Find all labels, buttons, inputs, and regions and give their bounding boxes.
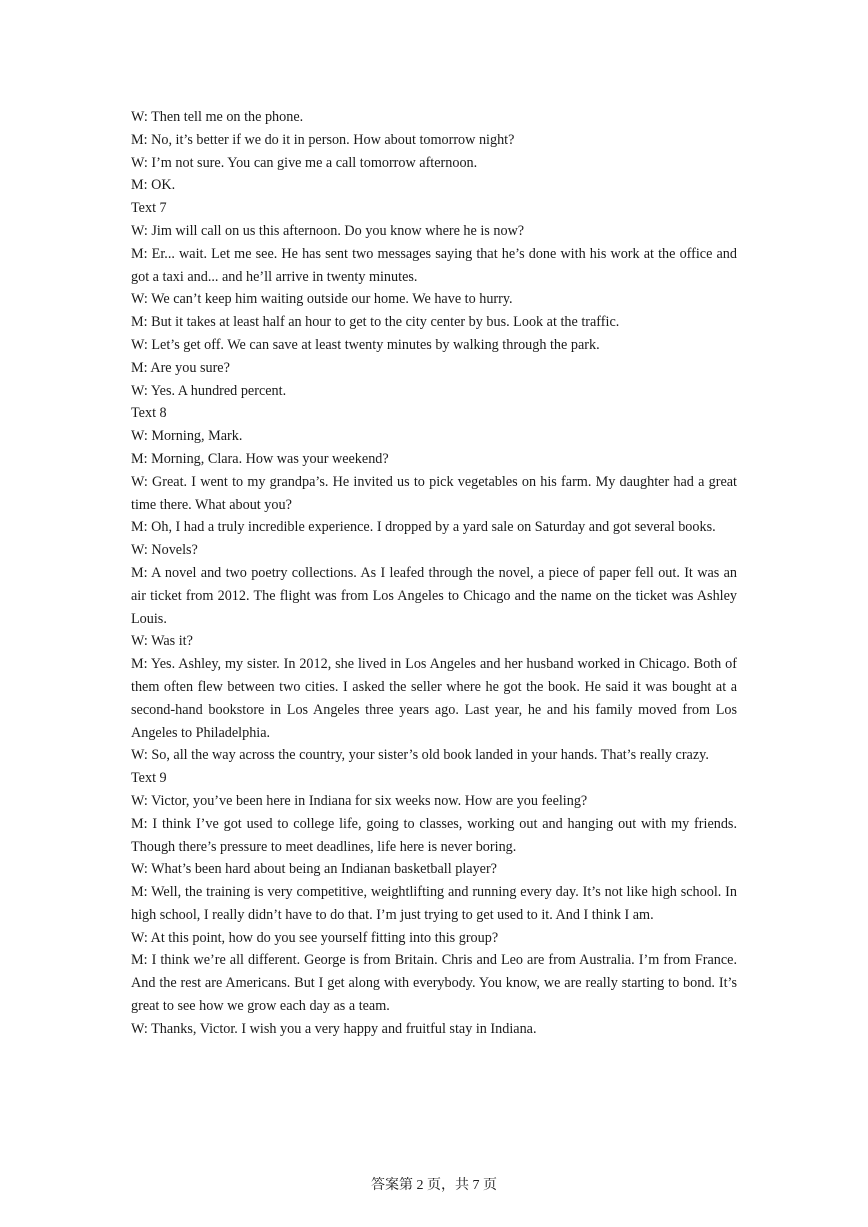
dialogue-line: M: Are you sure? bbox=[131, 359, 230, 376]
dialogue-line: W: Thanks, Victor. I wish you a very happy and fruitful stay in Indiana. bbox=[131, 1020, 537, 1037]
dialogue-line: W: Jim will call on us this afternoon. Do you know where he is now? bbox=[131, 222, 525, 239]
dialogue-line: M: A novel and two poetry collections. As I leafed through the novel, a piece of paper fell out. It was an air ticket from 2012. The flight was from Los Angeles to Chicago and the name on the ticket was Ashley Louis. bbox=[131, 564, 737, 627]
dialogue-line: W: Was it? bbox=[131, 633, 193, 650]
dialogue-line: W: Novels? bbox=[131, 542, 198, 559]
section-heading-text-9: Text 9 bbox=[131, 770, 167, 787]
dialogue-line: M: But it takes at least half an hour to get to the city center by bus. Look at the traffic. bbox=[131, 314, 620, 331]
page-number-footer: 答案第 2 页，共 7 页 bbox=[371, 1178, 497, 1193]
section-heading-text-8: Text 8 bbox=[131, 405, 167, 422]
dialogue-line: M: I think I’ve got used to college life, going to classes, working out and hanging out with my friends. Though there’s pressure to meet deadlines, life here is never boring. bbox=[131, 815, 737, 855]
dialogue-line: M: Er... wait. Let me see. He has sent two messages saying that he’s done with his work at the office and got a taxi and... and he’ll arrive in twenty minutes. bbox=[131, 245, 737, 285]
dialogue-line: M: Oh, I had a truly incredible experience. I dropped by a yard sale on Saturday and got several books. bbox=[131, 519, 716, 536]
dialogue-line: M: Yes. Ashley, my sister. In 2012, she lived in Los Angeles and her husband worked in Chicago. Both of them often flew between two cities. I asked the seller where he got the book. He said it was bought at a second-hand bookstore in Los Angeles three years ago. Last year, he and his family moved from Los Angeles to Philadelphia. bbox=[131, 656, 737, 741]
dialogue-line: M: OK. bbox=[131, 177, 176, 194]
transcript-body bbox=[131, 106, 737, 1041]
dialogue-line: M: No, it’s better if we do it in person. How about tomorrow night? bbox=[131, 131, 515, 148]
dialogue-line: W: We can’t keep him waiting outside our home. We have to hurry. bbox=[131, 291, 513, 308]
dialogue-line: M: Well, the training is very competitive, weightlifting and running every day. It’s not like high school. In high school, I really didn’t have to do that. I’m just trying to get used to it. And I think I am. bbox=[131, 884, 737, 923]
dialogue-line: W: I’m not sure. You can give me a call tomorrow afternoon. bbox=[131, 154, 478, 171]
dialogue-line: W: What’s been hard about being an Indianan basketball player? bbox=[131, 861, 497, 878]
section-heading-text-7: Text 7 bbox=[131, 200, 167, 217]
dialogue-line: W: Then tell me on the phone. bbox=[131, 109, 304, 125]
dialogue-line: M: I think we’re all different. George is from Britain. Chris and Leo are from Australia. I’m from France. And the rest are Americans. But I get along with everybody. You know, we are really starting to bond. It’s great to see how we grow each day as a team. bbox=[131, 952, 737, 1015]
dialogue-line: W: So, all the way across the country, your sister’s old book landed in your hands. That’s really crazy. bbox=[131, 747, 709, 764]
dialogue-line: W: At this point, how do you see yourself fitting into this group? bbox=[131, 929, 499, 946]
dialogue-line: W: Victor, you’ve been here in Indiana for six weeks now. How are you feeling? bbox=[131, 792, 588, 809]
dialogue-line: W: Yes. A hundred percent. bbox=[131, 382, 287, 399]
dialogue-line: M: Morning, Clara. How was your weekend? bbox=[131, 450, 389, 467]
dialogue-line: W: Morning, Mark. bbox=[131, 428, 243, 445]
dialogue-line: W: Let’s get off. We can save at least twenty minutes by walking through the park. bbox=[131, 336, 600, 353]
dialogue-line: W: Great. I went to my grandpa’s. He invited us to pick vegetables on his farm. My daughter had a great time there. What about you? bbox=[131, 473, 737, 513]
